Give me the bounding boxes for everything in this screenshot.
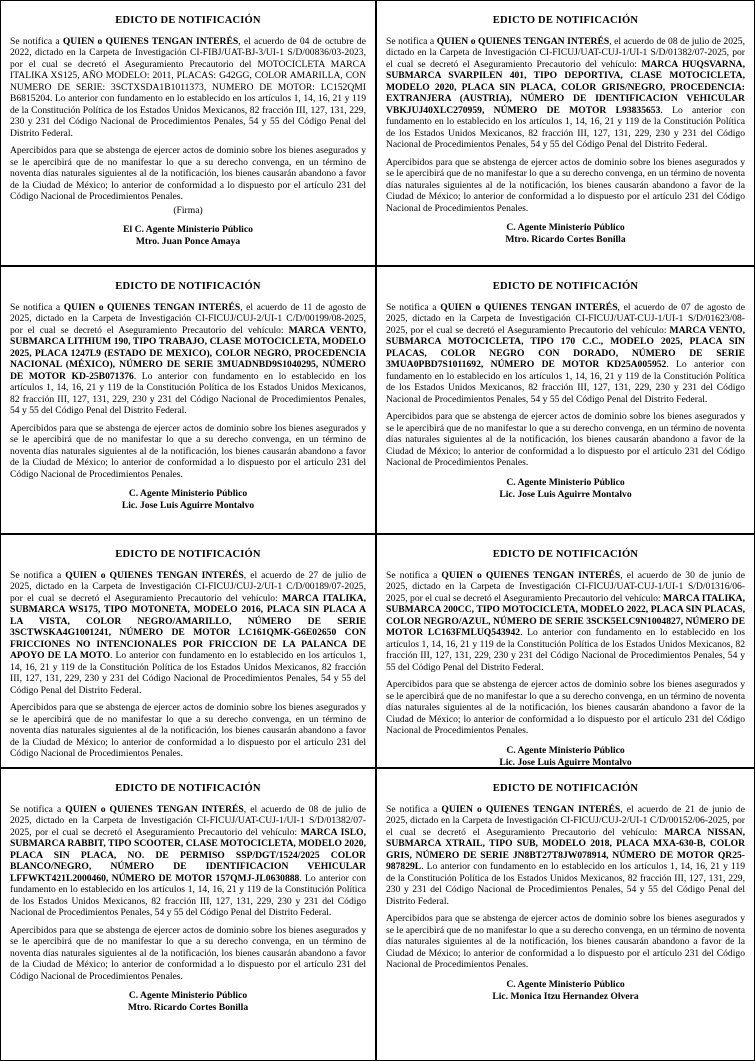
notice-title: EDICTO DE NOTIFICACIÓN — [492, 15, 639, 26]
signer-title: C. Agente Ministerio Público — [506, 744, 625, 756]
vehicle-text: MARCA VENTO, SUBMARCA MOTOCICLETA, TIPO 170 C.C., MODELO 2025, PLACA SIN PLACAS, COLOR NEGRO CON DORADO, NÚMERO DE SERIE 3MUA0PBD7S1011692, NÚMERO DE MOTOR KD25A005952 — [386, 324, 745, 371]
notice-5 — [0, 534, 376, 768]
vehicle-text: MARCA ITALIKA, SUBMARCA WS175, TIPO MOTONETA, MODELO 2016, PLACA SIN PLACA A LA VISTA, COLOR NEGRO/AMARILLO, NÚMERO DE SERIE 3SCTWSKA4G1001241, NÚMERO DE MOTOR LC161QMK-G6E02650 CON FRICCIONES NO INTENCIONALES POR FRICCION DE LA PALANCA DE APOYO DE LA MOTO — [10, 592, 366, 662]
warning-text: Apercibidos para que se abstenga de ejercer actos de dominio sobre los bienes asegurados y se le apercibirá que de no manifestar lo que a su derecho convenga, en un término de noventa días naturales siguientes al de la notificación, los bienes causarán abandono a favor de la Ciudad de México; lo anterior de conformidad a lo dispuesto por el artículo 231 del Código Nacional de Procedimientos Penales. — [10, 422, 366, 480]
notice-body — [386, 804, 745, 908]
notice-body — [386, 36, 745, 151]
signature-block — [10, 488, 366, 512]
signature-block — [386, 979, 745, 1003]
warning-text: Apercibidos para que se abstenga de ejercer actos de dominio sobre los bienes asegurados y se le apercibirá que de no manifestar lo que a su derecho convenga, en un término de noventa días naturales siguientes al de la notificación, los bienes causarán abandono a favor de la Ciudad de México; lo anterior de conformidad a lo dispuesto por el artículo 231 del Código Nacional de Procedimientos Penales. — [386, 411, 745, 469]
intro-text: Se notifica a — [10, 301, 64, 313]
intro-text: Se notifica a — [386, 35, 437, 47]
body-text: , el acuerdo de 08 de julio de 2025, dictado en la Carpeta de Investigación CI-FICUJ/UAT-CUJ-1/UI-1 S/D/01382/07-2025, por el cual se decretó el Aseguramiento Precautorio del vehículo: — [10, 803, 366, 838]
notice-title: EDICTO DE NOTIFICACIÓN — [115, 281, 261, 292]
signature-mark: (Firma) — [173, 204, 203, 216]
party-text: QUIEN o QUIENES TENGAN INTERÉS — [436, 35, 610, 47]
vehicle-text: MARCA NISSAN, SUBMARCA XTRAIL, TIPO SUB, MODELO 2018, PLACA MXA-630-B, COLOR GRIS, NÚMERO DE SERIE JN8BT27T8JW078914, NÚMERO DE MOTOR QR25-987829L — [386, 826, 746, 873]
notice-body — [10, 36, 366, 140]
signature-block — [386, 222, 745, 246]
notice-title: EDICTO DE NOTIFICACIÓN — [115, 783, 261, 794]
warning-text: Apercibidos para que se abstenga de ejercer actos de dominio sobre los bienes asegurados y se le apercibirá que de no manifestar lo que a su derecho convenga, en un término de noventa días naturales siguientes al de la notificación, los bienes causarán abandono a favor de la Ciudad de México; lo anterior de conformidad a lo dispuesto por el artículo 231 del Código Nacional de Procedimientos Penales. — [10, 924, 366, 982]
body-text: , el acuerdo de 21 de junio de 2025, dictado en la Carpeta de Investigación CI-FICUJ/CUJ-2/UI-1 C/D/00152/06-2025, por el cual se decretó el Aseguramiento Precautorio del vehículo: — [386, 803, 745, 838]
notice-title: EDICTO DE NOTIFICACIÓN — [492, 281, 639, 292]
body-text: , el acuerdo de 11 de agosto de 2025, dictado en la Carpeta de Investigación CI-FICUJ/CUJ-2/UI-1 C/D/00199/08-2025, por el cual se decretó el Aseguramiento Precautorio del vehículo: — [10, 301, 366, 336]
notice-6 — [376, 534, 755, 768]
notice-3 — [0, 266, 376, 534]
notice-body — [386, 302, 745, 406]
vehicle-text: MARCA VENTO, SUBMARCA LITHIUM 190, TIPO TRABAJO, CLASE MOTOCICLETA, MODELO 2025, PLACA 1247L9 (ESTADO DE MEXICO), COLOR NEGRO, PROCEDENCIA NACIONAL (MÉXICO), NÚMERO DE SERIE 3MUADNBD9S1040295, NÚMERO DE MOTOR KD-25B071376 — [10, 324, 367, 382]
notice-1 — [0, 0, 376, 266]
party-text: QUIEN o QUIENES TENGAN INTERÉS — [441, 569, 621, 581]
party-text: QUIEN o QUIENES TENGAN INTERÉS — [440, 301, 618, 313]
signer-name: Mtro. Juan Ponce Amaya — [135, 236, 241, 248]
warning-text: Apercibidos para que se abstenga de ejercer actos de dominio sobre los bienes asegurados y se le apercibirá que de no manifestar lo que a su derecho convenga, en un término de noventa días naturales siguientes al de la notificación, los bienes causarán abandono a favor de la Ciudad de México; lo anterior de conformidad a lo dispuesto por el artículo 231 del Código Nacional de Procedimientos Penales. — [10, 702, 366, 760]
party-text: QUIEN o QUIENES TENGAN INTERÉS — [65, 803, 244, 815]
notice-title: EDICTO DE NOTIFICACIÓN — [115, 549, 261, 560]
signer-title: C. Agente Ministerio Público — [506, 476, 625, 488]
notice-title: EDICTO DE NOTIFICACIÓN — [492, 783, 639, 794]
warning-text: Apercibidos para que se abstenga de ejercer actos de dominio sobre los bienes asegurados y se le apercibirá que de no manifestar lo que a su derecho convenga, en un término de noventa días naturales siguientes al de la notificación, los bienes causarán abandono a favor de la Ciudad de México; lo anterior de conformidad a lo dispuesto por el artículo 231 del Código Nacional de Procedimientos Penales. — [10, 145, 366, 203]
legal-basis-text: . Lo anterior con fundamento en lo establecido en los artículos 1, 14, 16, 21 y 119 de la Constitución Política de los Estados Unidos Mexicanos, 82 fracción III, 127, 131, 229, 230 y 231 del Código Nacional de Procedimientos Penales, 54 y 55 del Código Penal del Distrito Federal. — [386, 627, 745, 673]
legal-basis-text: . Lo anterior con fundamento en lo establecido en los artículos 1, 14, 16, 21 y 119 de la Constitución Política de los Estados Unidos Mexicanos, 82 fracción III, 127, 131, 229, 230 y 231 del Código Nacional de Procedimientos Penales, 54 y 55 del Código Penal del Distrito Federal. — [10, 370, 366, 417]
signer-title: C. Agente Ministerio Público — [506, 222, 625, 234]
legal-basis-text: . Lo anterior con fundamento en lo establecido en los artículos 1, 14, 16, 21 y 119 de la Constitución Política de los Estados Unidos Mexicanos, 82 fracción III, 127, 131, 229, 230 y 231 del Código Nacional de Procedimientos Penales, 54 y 55 del Código Penal del Distrito Federal. — [386, 359, 745, 405]
signer-name: Lic. Jose Luis Aguirre Montalvo — [499, 756, 632, 768]
vehicle-text: MARCA ITALIKA, SUBMARCA 200CC, TIPO MOTOCICLETA, MODELO 2022, PLACA SIN PLACAS, COLOR NEGRO/AZUL, NÚMERO DE SERIE 3SCK5ELC9N1004827, NÚMERO DE MOTOR LC163FMLUQ543942 — [386, 592, 745, 639]
signer-name: Mtro. Ricardo Cortes Bonilla — [505, 234, 626, 246]
notice-body — [10, 302, 366, 417]
signer-name: Lic. Jose Luis Aguirre Montalvo — [499, 488, 632, 500]
signature-block — [10, 224, 366, 248]
party-text: QUIEN o QUIENES TENGAN INTERÉS — [65, 569, 244, 581]
notice-7 — [0, 768, 376, 1061]
signer-name: Lic. Jose Luis Aguirre Montalvo — [121, 500, 255, 512]
legal-basis-text: . Lo anterior con fundamento en lo establecido en los artículos 1, 14, 16, 21 y 119 de la Constitución Política de los Estados Unidos Mexicanos, 82 fracción III, 127, 131, 229, 230 y 231 del Código Nacional de Procedimientos Penales, 54 y 55 del Código Penal del Distrito Federal. — [386, 104, 745, 151]
notice-title: EDICTO DE NOTIFICACIÓN — [115, 15, 261, 26]
warning-text: Apercibidos para que se abstenga de ejercer actos de dominio sobre los bienes asegurados y se le apercibirá que de no manifestar lo que a su derecho convenga, en un término de noventa días naturales siguientes al de la notificación, los bienes causarán abandono a favor de la Ciudad de México; lo anterior de conformidad a lo dispuesto por el artículo 231 del Código Nacional de Procedimientos Penales. — [386, 913, 745, 971]
body-text: , el acuerdo de 30 de junio de 2025, dictado en la Carpeta de Investigación CI-FICUJ/UAT-CUJ-1/UI-1 S/D/01316/06-2025, por el cual se decretó el Aseguramiento Precautorio del vehículo: — [386, 569, 745, 604]
intro-text: Se notifica a — [10, 803, 66, 815]
legal-basis-text: . Lo anterior con fundamento en lo establecido en los artículos 1, 14, 16, 21 y 119 de la Constitución Política de los Estados Unidos Mexicanos, 82 fracción III, 127, 131, 229, 230 y 231 del Código Nacional de Procedimientos Penales, 54 y 55 del Código Penal del Distrito Federal. — [10, 650, 366, 696]
notice-body — [386, 570, 745, 674]
warning-text: Apercibidos para que se abstenga de ejercer actos de dominio sobre los bienes asegurados y se le apercibirá que de no manifestar lo que a su derecho convenga, en un término de noventa días naturales siguientes al de la notificación, los bienes causarán abandono a favor de la Ciudad de México; lo anterior de conformidad a lo dispuesto por el artículo 231 del Código Nacional de Procedimientos Penales. — [386, 156, 745, 214]
signature-block — [386, 477, 745, 501]
notice-4 — [376, 266, 755, 534]
vehicle-text: MARCA ISLO, SUBMARCA RABBIT, TIPO SCOOTER, CLASE MOTOCICLETA, MODELO 2020, PLACA SIN PLACA, NO. DE PERMISO SSP/DGT/1524/2025 COLOR BLANCO/NEGRO, NÚMERO DE IDENTIFICACION VEHICULAR LFFWKT421L2000460, NÚMERO DE MOTOR 157QMJ-JL0630888 — [10, 826, 367, 884]
signature-block — [386, 745, 745, 768]
body-text: , el acuerdo de 04 de octubre de 2022, dictado en la Carpeta de Investigación CI-FIBJ/UAT-BJ-3/UI-1 S/D/00836/03-2023, por el cual se decretó el Aseguramiento Precautorio del MOTOCICLETA MARCA ITALIKA XS125, AÑO MODELO: 2011, PLACAS: G42GG, COLOR AMARILLA, CON NUMERO DE SERIE: 3SCTXSDA1B1011373, NUMERO DE MOTOR: LC152QMI B6815204. Lo anterior con fundamento en lo establecido en los artículos 1, 14, 16, 21 y 119 de la Constitución Política de los Estados Unidos Mexicanos, 82 fracción III, 127, 131, 229, 230 y 231 del Código Nacional de Procedimientos Penales, 54 y 55 del Código Penal del Distrito Federal. — [10, 35, 366, 139]
body-text: , el acuerdo de 27 de julio de 2025, dictado en la Carpeta de Investigación CI-FICUJ/CUJ-2/UI-1 C/D/00189/07-2025, por el cual se decretó el Aseguramiento Precautorio del vehículo: — [10, 569, 366, 604]
party-text: QUIEN o QUIENES TENGAN INTERÉS — [63, 301, 241, 313]
signer-name: Lic. Monica Itzu Hernandez Olvera — [492, 990, 639, 1002]
intro-text: Se notifica a — [386, 301, 441, 313]
notice-2 — [376, 0, 755, 266]
intro-text: Se notifica a — [386, 803, 442, 815]
intro-text: Se notifica a — [10, 35, 63, 47]
signer-name: Mtro. Ricardo Cortes Bonilla — [127, 1002, 249, 1014]
signer-title: El C. Agente Ministerio Público — [123, 224, 253, 236]
intro-text: Se notifica a — [10, 569, 66, 581]
signer-title: C. Agente Ministerio Público — [506, 978, 625, 990]
party-text: QUIEN o QUIENES TENGAN INTERÉS — [62, 35, 239, 47]
body-text: , el acuerdo de 07 de agosto de 2025, dictado en la Carpeta de Investigación CI-FICUJ/UAT-CUJ-1/UI-1 S/D/01623/08-2025, por el cual se decretó el Aseguramiento Precautorio del vehículo: — [386, 301, 745, 336]
party-text: QUIEN o QUIENES TENGAN INTERÉS — [441, 803, 621, 815]
body-text: , el acuerdo de 08 de julio de 2025, dictado en la Carpeta de Investigación CI-FICUJ/UAT-CUJ-1/UI-1 S/D/01382/07-2025, por el cual se decretó el Aseguramiento Precautorio del vehículo: — [386, 35, 745, 70]
notice-8 — [376, 768, 755, 1061]
legal-basis-text: . Lo anterior con fundamento en lo establecido en los artículos 1, 14, 16, 21 y 119 de la Constitución Política de los Estados Unidos Mexicanos, 82 fracción III, 127, 131, 229, 230 y 231 del Código Nacional de Procedimientos Penales, 54 y 55 del Código Penal del Distrito Federal. — [386, 861, 745, 907]
notice-body — [10, 804, 366, 919]
notice-title: EDICTO DE NOTIFICACIÓN — [492, 549, 639, 560]
signature-block — [10, 990, 366, 1014]
vehicle-text: MARCA HUQSVARNA, SUBMARCA SVARPILEN 401, TIPO DEPORTIVA, CLASE MOTOCICLETA, MODELO 2020, PLACA SIN PLACA, COLOR GRIS/NEGRO, PROCEDENCIA: EXTRANJERA (AUSTRIA), NÚMERO DE IDENTIFICACION VEHICULAR VBKJUJ40XLC270959, NÚMERO DE MOTOR L93835653 — [386, 58, 745, 116]
notice-body — [10, 570, 366, 697]
warning-text: Apercibidos para que se abstenga de ejercer actos de dominio sobre los bienes asegurados y se le apercibirá que de no manifestar lo que a su derecho convenga, en un término de noventa días naturales siguientes al de la notificación, los bienes causarán abandono a favor de la Ciudad de México; lo anterior de conformidad a lo dispuesto por el artículo 231 del Código Nacional de Procedimientos Penales. — [386, 679, 745, 737]
signer-title: C. Agente Ministerio Público — [128, 488, 248, 500]
legal-basis-text: . Lo anterior con fundamento en lo establecido en los artículos 1, 14, 16, 21 y 119 de la Constitución Política de los Estados Unidos Mexicanos, 82 fracción III, 127, 131, 229, 230 y 231 del Código Nacional de Procedimientos Penales, 54 y 55 del Código Penal del Distrito Federal. — [10, 872, 366, 919]
intro-text: Se notifica a — [386, 569, 442, 581]
signer-title: C. Agente Ministerio Público — [128, 990, 248, 1002]
